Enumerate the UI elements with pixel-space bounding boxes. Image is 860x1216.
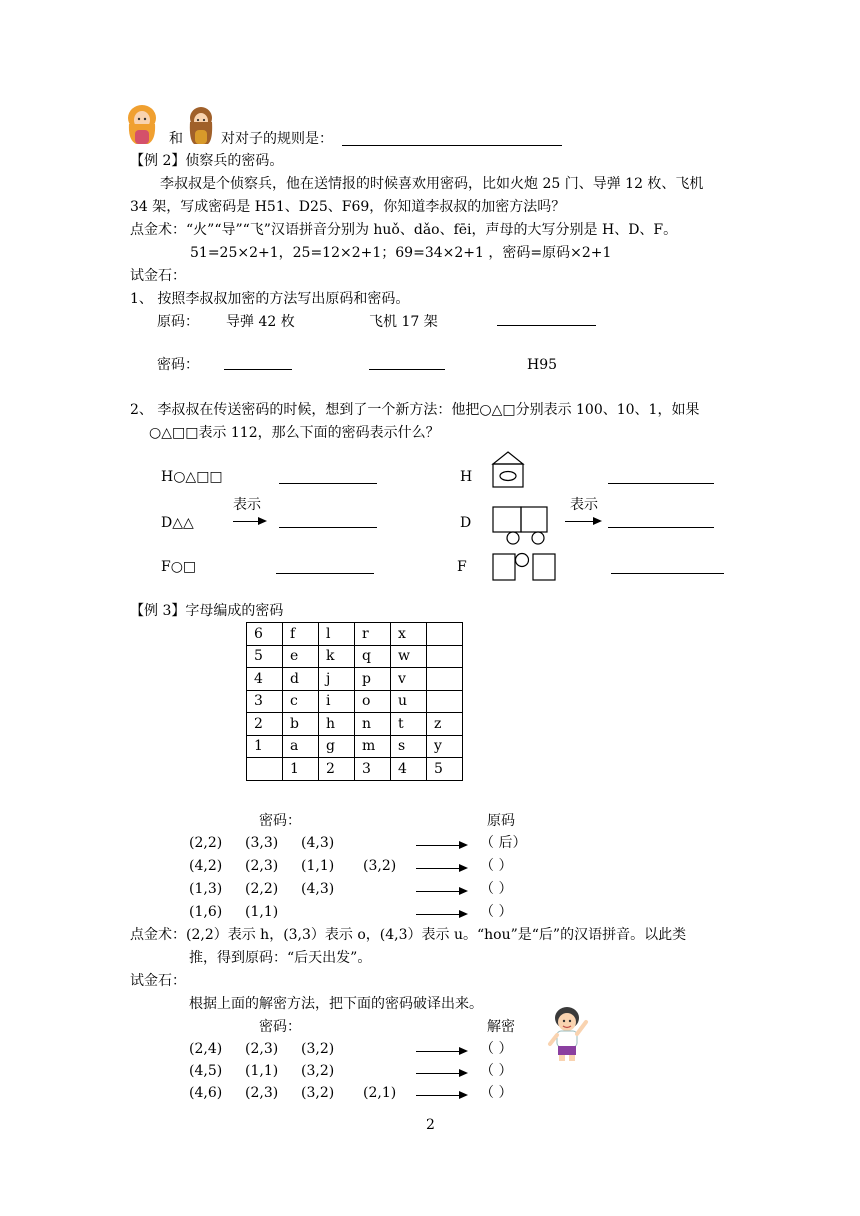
code-pair: (1,1) [245,1063,279,1079]
code-pair: (1,3) [189,881,223,897]
table-cell: 2 [319,758,355,781]
left-answer-blank-3[interactable] [276,573,374,574]
and-text: 和 [169,131,183,147]
table-cell: t [391,713,427,736]
ex2-tip-line1: 点金术：“火”“导”“飞”汉语拼音分别为 huǒ、dǎo、fēi，声母的大写分别是 H、D、F。 [130,222,678,238]
code-pair: (4,3) [301,835,335,851]
ex2-heading: 【例 2】侦察兵的密码。 [130,153,284,169]
girl-figure-2-icon [188,106,214,148]
table-cell: m [355,735,391,758]
q1-orig-b: 飞机 17 架 [369,314,438,330]
code-pair: (2,3) [245,858,279,874]
table-cell: e [283,645,319,668]
rule-answer-blank[interactable] [342,145,562,146]
table-cell: y [427,735,463,758]
table-cell: w [391,645,427,668]
q1-code-label: 密码： [157,357,199,373]
answer-slot[interactable]: （ ） [480,858,513,874]
code-pair: (2,1) [363,1085,397,1101]
q1-orig-label: 原码： [157,314,199,330]
code-pair: (2,2) [189,835,223,851]
table-cell: j [319,668,355,691]
ex2-try-label: 试金石： [130,268,186,284]
answer-slot[interactable]: （ ） [480,1085,513,1101]
decode-arrow [416,914,466,915]
orig-header: 原码 [487,813,515,829]
table-cell: c [283,690,319,713]
table-cell: 4 [247,668,283,691]
ex3-tip-line1: 点金术：(2,2）表示 h，(3,3）表示 o，(4,3）表示 u。“hou”是“后”的汉语拼音。以此类 [130,927,687,943]
letter-code-table [246,622,463,781]
ex3-tip-line2: 推，得到原码：“后天出发”。 [189,950,372,966]
table-cell: 6 [247,623,283,646]
table-cell: 4 [391,758,427,781]
table-cell: o [355,690,391,713]
q2-line2: ○△□□表示 112，那么下面的密码表示什么？ [149,425,440,441]
code-header: 密码： [259,813,301,829]
table-row [247,758,463,781]
right-means-label: 表示 [570,497,598,513]
table-cell: g [319,735,355,758]
decode-arrow [416,868,466,869]
table-cell: k [319,645,355,668]
ex2-tip-line2: 51=25×2+1，25=12×2+1；69=34×2+1 ，密码=原码×2+1 [190,245,612,261]
right-letter-h: H [460,469,473,485]
table-cell: r [355,623,391,646]
ex2-story-line1: 李叔叔是个侦察兵，他在送情报的时候喜欢用密码，比如火炮 25 门、导弹 12 枚、飞机 [160,176,704,192]
table-row [247,735,463,758]
q1-code-b-blank[interactable] [369,369,445,370]
left-means-label: 表示 [233,497,261,513]
ex3-try-label: 试金石： [130,973,186,989]
table-cell: p [355,668,391,691]
code-pair: (2,3) [245,1041,279,1057]
table-cell: 1 [247,735,283,758]
table-row [247,668,463,691]
ex3-instruction: 根据上面的解密方法，把下面的密码破译出来。 [189,996,483,1012]
table-row [247,690,463,713]
table-cell: h [319,713,355,736]
code-pair: (2,2) [245,881,279,897]
answer-slot[interactable]: （ ） [480,881,513,897]
left-means-arrow [233,521,265,522]
table-cell: b [283,713,319,736]
table-cell: v [391,668,427,691]
answer-slot[interactable]: （ ） [480,904,513,920]
left-answer-blank-1[interactable] [279,483,377,484]
code-pair: (3,2) [301,1041,335,1057]
table-cell: 5 [247,645,283,668]
boy-waving-icon [545,1004,591,1064]
code-pair: (1,1) [301,858,335,874]
answer-slot[interactable]: （ ） [480,1063,513,1079]
decode-arrow [416,1051,466,1052]
girl-figure-1-icon [126,104,158,148]
code-pair: (4,6) [189,1085,223,1101]
code-pair: (3,2) [301,1085,335,1101]
code-pair: (3,2) [301,1063,335,1079]
right-letter-f: F [457,559,467,575]
code-header-2: 密码： [259,1019,301,1035]
right-means-arrow [565,521,600,522]
ex2-story-line2: 34 架，写成密码是 H51、D25、F69，你知道李叔叔的加密方法吗？ [130,199,566,215]
q1-code-a-blank[interactable] [224,369,292,370]
q2-line1: 2、 李叔叔在传送密码的时候，想到了一个新方法：他把○△□分别表示 100、10、1，如果 [130,402,700,418]
table-cell: n [355,713,391,736]
code-pair: (3,2) [363,858,397,874]
decode-arrow [416,1073,466,1074]
q1-orig-c-blank[interactable] [497,325,596,326]
table-cell: 2 [247,713,283,736]
table-cell: i [319,690,355,713]
squares-circle-shape-icon [491,551,559,583]
left-answer-blank-2[interactable] [279,527,377,528]
table-row [247,645,463,668]
table-cell: u [391,690,427,713]
table-cell: 1 [283,758,319,781]
left-code-3: F○□ [161,559,197,575]
decode-arrow [416,845,466,846]
right-letter-d: D [460,515,472,531]
table-row [247,623,463,646]
code-pair: (1,6) [189,904,223,920]
code-pair: (4,2) [189,858,223,874]
q1-code-c: H95 [527,357,558,373]
table-cell [427,668,463,691]
q1-text: 1、 按照李叔叔加密的方法写出原码和密码。 [130,291,410,307]
table-cell [427,690,463,713]
table-cell [247,758,283,781]
house-shape-icon [491,451,525,489]
answer-slot[interactable]: （ ） [480,1041,513,1057]
table-cell: 3 [247,690,283,713]
table-row [247,713,463,736]
code-pair: (3,3) [245,835,279,851]
table-cell: f [283,623,319,646]
ex3-heading: 【例 3】字母编成的密码 [130,603,284,619]
table-cell: s [391,735,427,758]
table-cell: l [319,623,355,646]
table-cell: 5 [427,758,463,781]
code-pair: (2,3) [245,1085,279,1101]
right-answer-blank-3[interactable] [611,573,724,574]
table-cell: d [283,668,319,691]
code-pair: (2,4) [189,1041,223,1057]
rule-prompt: 对对子的规则是： [221,131,333,147]
right-answer-blank-1[interactable] [608,483,714,484]
table-cell: z [427,713,463,736]
decode-header: 解密 [487,1019,515,1035]
q1-orig-a: 导弹 42 枚 [226,314,295,330]
decode-arrow [416,891,466,892]
code-pair: (1,1) [245,904,279,920]
code-pair: (4,3) [301,881,335,897]
table-cell [427,645,463,668]
answer-slot[interactable]: （ 后） [480,835,527,851]
left-code-2: D△△ [161,515,194,531]
decode-arrow [416,1095,466,1096]
table-cell: q [355,645,391,668]
code-pair: (4,5) [189,1063,223,1079]
table-cell: 3 [355,758,391,781]
table-cell: a [283,735,319,758]
table-cell [427,623,463,646]
car-shape-icon [491,505,551,545]
right-answer-blank-2[interactable] [608,527,714,528]
page-number: 2 [426,1117,435,1133]
table-cell: x [391,623,427,646]
left-code-1: H○△□□ [161,469,223,485]
